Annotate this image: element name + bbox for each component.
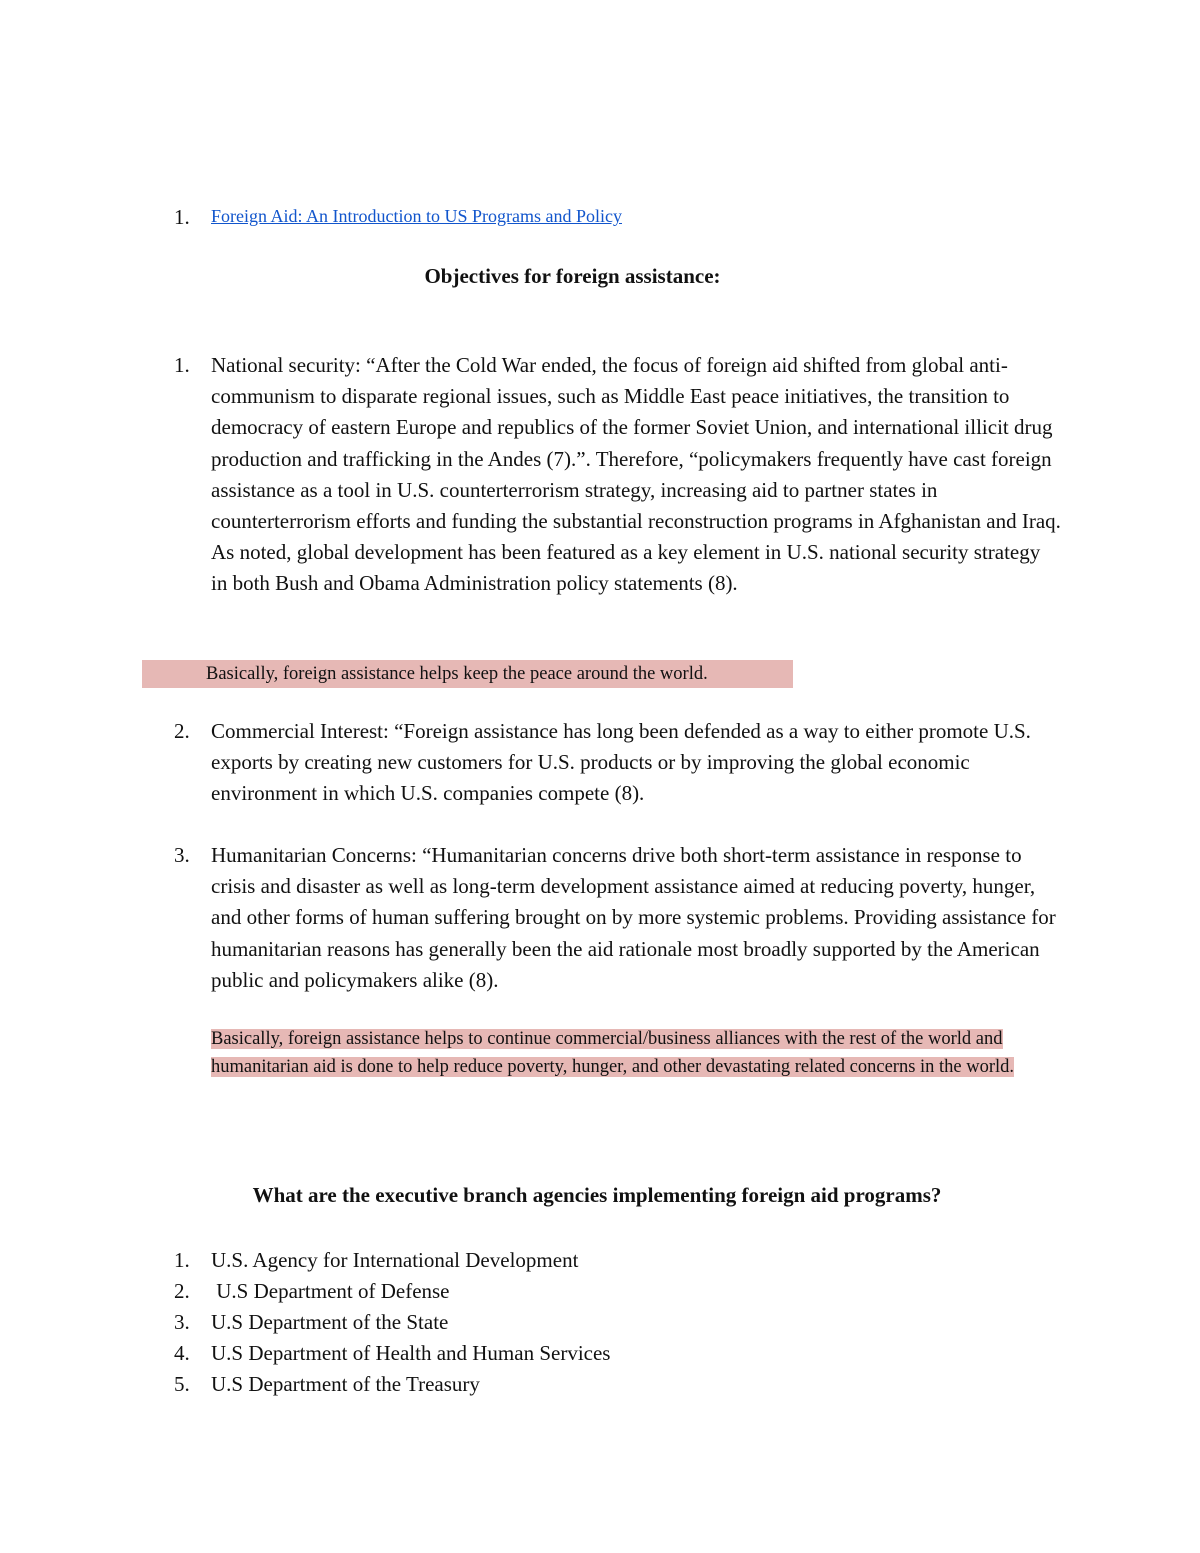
objectives-heading: Objectives for foreign assistance: bbox=[424, 264, 721, 288]
reference-link[interactable]: Foreign Aid: An Introduction to US Programs and Policy bbox=[211, 206, 622, 226]
reference-number: 1. bbox=[174, 205, 190, 229]
agency-3-label: U.S Department of the State bbox=[211, 1310, 449, 1334]
objective-1-text: National security: “After the Cold War ended, the focus of foreign aid shifted from global anti-communism to disparate regional issues, such as Middle East peace initiatives, the transition to democracy of eastern Europe and republics of the former Soviet Union, and international illicit drug production and trafficking in the Andes (7).”. Therefore, “policymakers frequently have cast foreign assistance as a tool in U.S. counterterrorism strategy, increasing aid to partner states in counterterrorism efforts and funding the substantial reconstruction programs in Afghanistan and Iraq. As noted, global development has been featured as a key element in U.S. national security strategy in both Bush and Obama Administration policy statements (8). bbox=[211, 353, 1061, 596]
agency-3-number: 3. bbox=[174, 1310, 190, 1334]
agency-4-label: U.S Department of Health and Human Services bbox=[211, 1341, 611, 1365]
agency-1-number: 1. bbox=[174, 1248, 190, 1272]
agency-2-number: 2. bbox=[174, 1279, 190, 1303]
summary-2-paragraph bbox=[211, 1025, 1051, 1081]
agency-5-number: 5. bbox=[174, 1372, 190, 1396]
agency-5-label: U.S Department of the Treasury bbox=[211, 1372, 480, 1396]
agency-4-number: 4. bbox=[174, 1341, 190, 1365]
objective-3-text: Humanitarian Concerns: “Humanitarian concerns drive both short-term assistance in response to crisis and disaster as well as long-term development assistance aimed at reducing poverty, hunger, and other forms of human suffering brought on by more systemic problems. Providing assistance for humanitarian reasons has generally been the aid rationale most broadly supported by the American public and policymakers alike (8). bbox=[211, 843, 1056, 992]
summary-2-text: Basically, foreign assistance helps to continue commercial/business alliances with the rest of the world and humanitarian aid is done to help reduce poverty, hunger, and other devastating related concerns in the world. bbox=[211, 1029, 1015, 1077]
objective-3-number: 3. bbox=[174, 843, 190, 867]
agencies-heading: What are the executive branch agencies implementing foreign aid programs? bbox=[252, 1183, 942, 1207]
objective-2-text: Commercial Interest: “Foreign assistance has long been defended as a way to either promote U.S. exports by creating new customers for U.S. products or by improving the global economic environment in which U.S. companies compete (8). bbox=[211, 719, 1031, 806]
summary-1-text: Basically, foreign assistance helps keep the peace around the world. bbox=[206, 664, 708, 684]
objective-1-number: 1. bbox=[174, 353, 190, 377]
agency-2-label: U.S Department of Defense bbox=[211, 1279, 450, 1303]
objective-2-number: 2. bbox=[174, 719, 190, 743]
agency-1-label: U.S. Agency for International Development bbox=[211, 1248, 579, 1272]
